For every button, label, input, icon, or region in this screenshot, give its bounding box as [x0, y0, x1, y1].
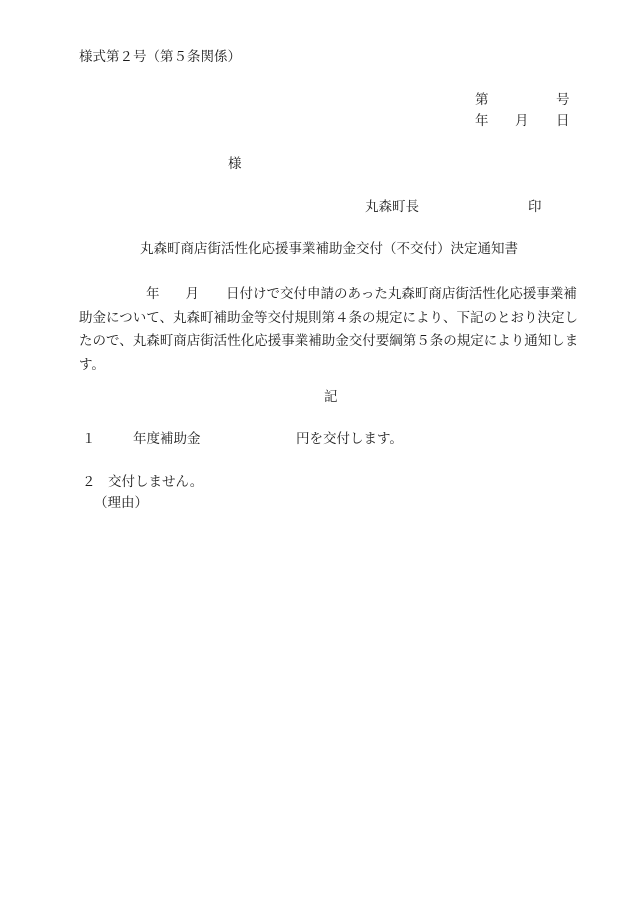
- item-2-label: 交付しません。: [108, 474, 204, 490]
- form-label: 様式第２号（第５条関係）: [79, 49, 241, 65]
- item-1-number: １: [82, 431, 96, 447]
- item-1-label: 年度補助金: [133, 431, 201, 447]
- ki-heading: 記: [324, 389, 338, 405]
- seal-mark: 印: [528, 199, 542, 215]
- item-1-suffix: 円を交付します。: [296, 431, 403, 447]
- document-number-suffix: 号: [556, 92, 570, 108]
- body-paragraph: [79, 283, 579, 377]
- document-title: 丸森町商店街活性化応援事業補助金交付（不交付）決定通知書: [140, 241, 518, 257]
- document-number-prefix: 第: [475, 92, 489, 108]
- body-line-2: 助金について、丸森町補助金等交付規則第４条の規定により、下記のとおり決定し: [79, 309, 578, 326]
- issuer-title: 丸森町長: [365, 199, 419, 215]
- item-2-number: ２: [82, 474, 96, 490]
- date-day: 日: [556, 113, 570, 129]
- date-month: 月: [515, 113, 529, 129]
- date-year: 年: [475, 113, 489, 129]
- item-2-reason-label: （理由）: [94, 495, 148, 511]
- body-line-4: す。: [79, 356, 105, 373]
- addressee-suffix: 様: [228, 156, 242, 172]
- body-line-1: 年 月 日付けで交付申請のあった丸森町商店街活性化応援事業補: [146, 286, 577, 302]
- body-line-3: たので、丸森町商店街活性化応援事業補助金交付要綱第５条の規定により通知しま: [79, 333, 579, 350]
